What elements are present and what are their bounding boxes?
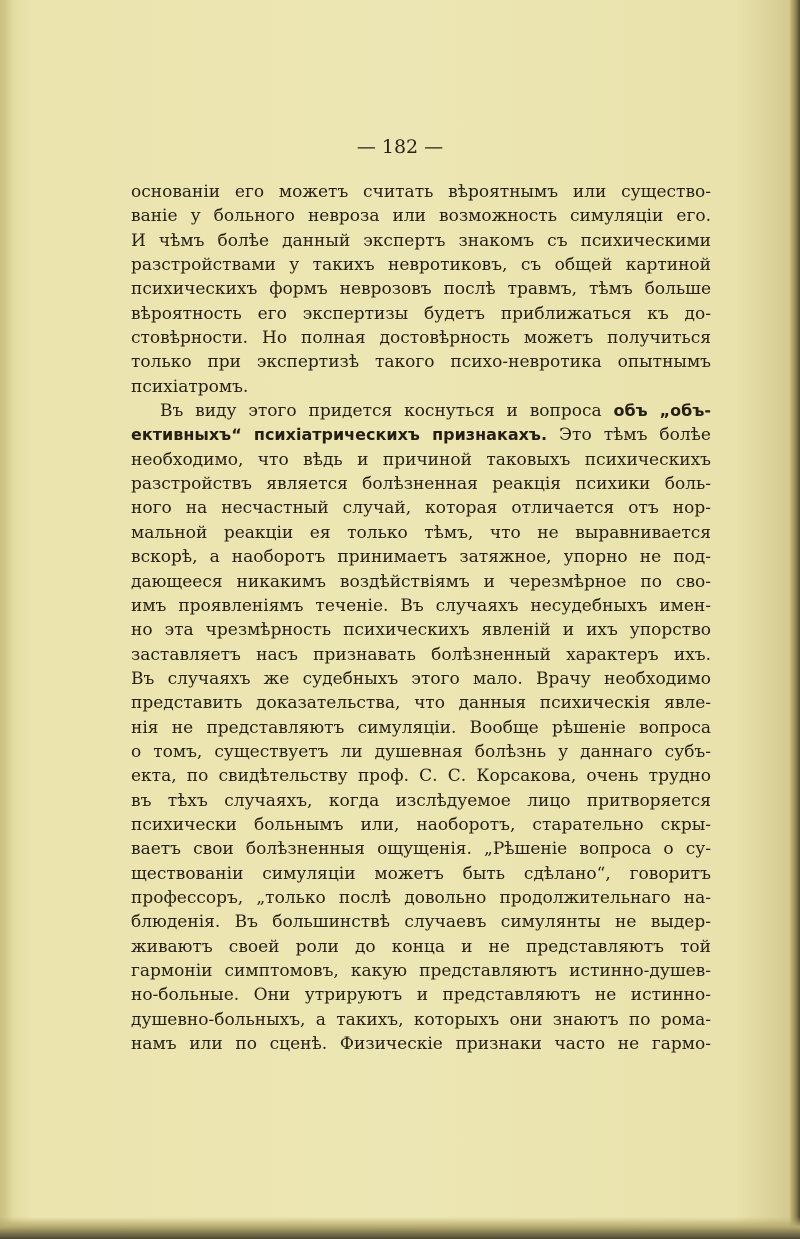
text-line: но-больные. Они утрируютъ и представляютъ не истинно- xyxy=(131,985,711,1006)
text-line: И чѣмъ болѣе данный экспертъ знакомъ съ психическими xyxy=(131,230,711,251)
text-line: намъ или по сценѣ. Физическіе признаки часто не гармо- xyxy=(131,1034,711,1055)
text-line: дающееся никакимъ воздѣйствіямъ и черезмѣрное по сво- xyxy=(131,571,711,592)
text-line: необходимо, что вѣдь и причиной таковыхъ психическихъ xyxy=(131,449,711,470)
text-line: гармоніи симптомовъ, какую представляютъ истинно-душев- xyxy=(131,961,711,981)
text-line: психическихъ формъ неврозовъ послѣ травмъ, тѣмъ больше xyxy=(131,279,711,300)
text-line: имъ проявленіямъ теченіе. Въ случаяхъ несудебныхъ имен- xyxy=(131,595,711,616)
text-line: вѣроятность его экспертизы будетъ приближаться къ до- xyxy=(131,303,711,324)
text-line xyxy=(131,399,711,423)
text-line: о томъ, существуетъ ли душевная болѣзнь у даннаго субъ- xyxy=(131,741,711,762)
bold-phrase: ективныхъ“ психіатрическихъ признакахъ. xyxy=(131,425,548,445)
text-line: психически больнымъ или, наоборотъ, старательно скры- xyxy=(131,814,711,835)
text-line: разстройствами у такихъ невротиковъ, съ общей картиной xyxy=(131,255,711,276)
text-line: только при экспертизѣ такого психо-невротика опытнымъ xyxy=(131,352,711,373)
text-line: нія не представляютъ симуляціи. Вообще рѣшеніе вопроса xyxy=(131,717,711,738)
bold-phrase: объ „объ- xyxy=(613,401,711,421)
text-line: основаніи его можетъ считать вѣроятнымъ или существо- xyxy=(131,182,711,202)
text-line: мальной реакціи ея только тѣмъ, что не выравнивается xyxy=(131,522,711,543)
page-edge-right xyxy=(790,0,800,1239)
text-line: но эта чрезмѣрность психическихъ явленій и ихъ упорство xyxy=(131,620,711,641)
text-line: душевно-больныхъ, а такихъ, которыхъ они знаютъ по рома- xyxy=(131,1009,711,1030)
text-line: заставляетъ насъ признавать болѣзненный характеръ ихъ. xyxy=(131,644,711,665)
page-edge-left xyxy=(0,0,14,1239)
text-line: представить доказательства, что данныя психическія явле- xyxy=(131,693,711,714)
text-line: психіатромъ. xyxy=(131,376,249,397)
text-line: стовѣрности. Но полная достовѣрность можетъ получиться xyxy=(131,328,711,349)
text-line: разстройствъ является болѣзненная реакція психики боль- xyxy=(131,474,711,495)
text-line: Въ случаяхъ же судебныхъ этого мало. Врачу необходимо xyxy=(131,668,711,689)
text-segment: Это тѣмъ болѣе xyxy=(547,425,711,446)
text-line xyxy=(131,423,711,447)
text-line: живаютъ своей роли до конца и не представляютъ той xyxy=(131,936,711,957)
text-line: вскорѣ, а наоборотъ принимаетъ затяжное, упорно не под- xyxy=(131,547,711,568)
text-line: профессоръ, „только послѣ довольно продолжительнаго на- xyxy=(131,887,711,908)
text-line: въ тѣхъ случаяхъ, когда изслѣдуемое лицо притворяется xyxy=(131,790,711,811)
text-line: ваніе у больного невроза или возможность симуляціи его. xyxy=(131,206,711,227)
text-line: ществованіи симуляціи можетъ быть сдѣлано“, говоритъ xyxy=(131,863,711,884)
text-line: ного на несчастный случай, которая отличается отъ нор- xyxy=(131,498,711,519)
text-line: екта, по свидѣтельству проф. С. С. Корсакова, очень трудно xyxy=(131,766,711,787)
text-line: блюденія. Въ большинствѣ случаевъ симулянты не выдер- xyxy=(131,912,711,933)
page-number: — 182 — xyxy=(356,136,444,158)
body-text xyxy=(131,180,711,1056)
text-line: ваетъ свои болѣзненныя ощущенія. „Рѣшеніе вопроса о су- xyxy=(131,839,711,860)
page-edge-bottom xyxy=(0,1217,800,1239)
text-segment: Въ виду этого придется коснуться и вопроса xyxy=(160,401,614,422)
